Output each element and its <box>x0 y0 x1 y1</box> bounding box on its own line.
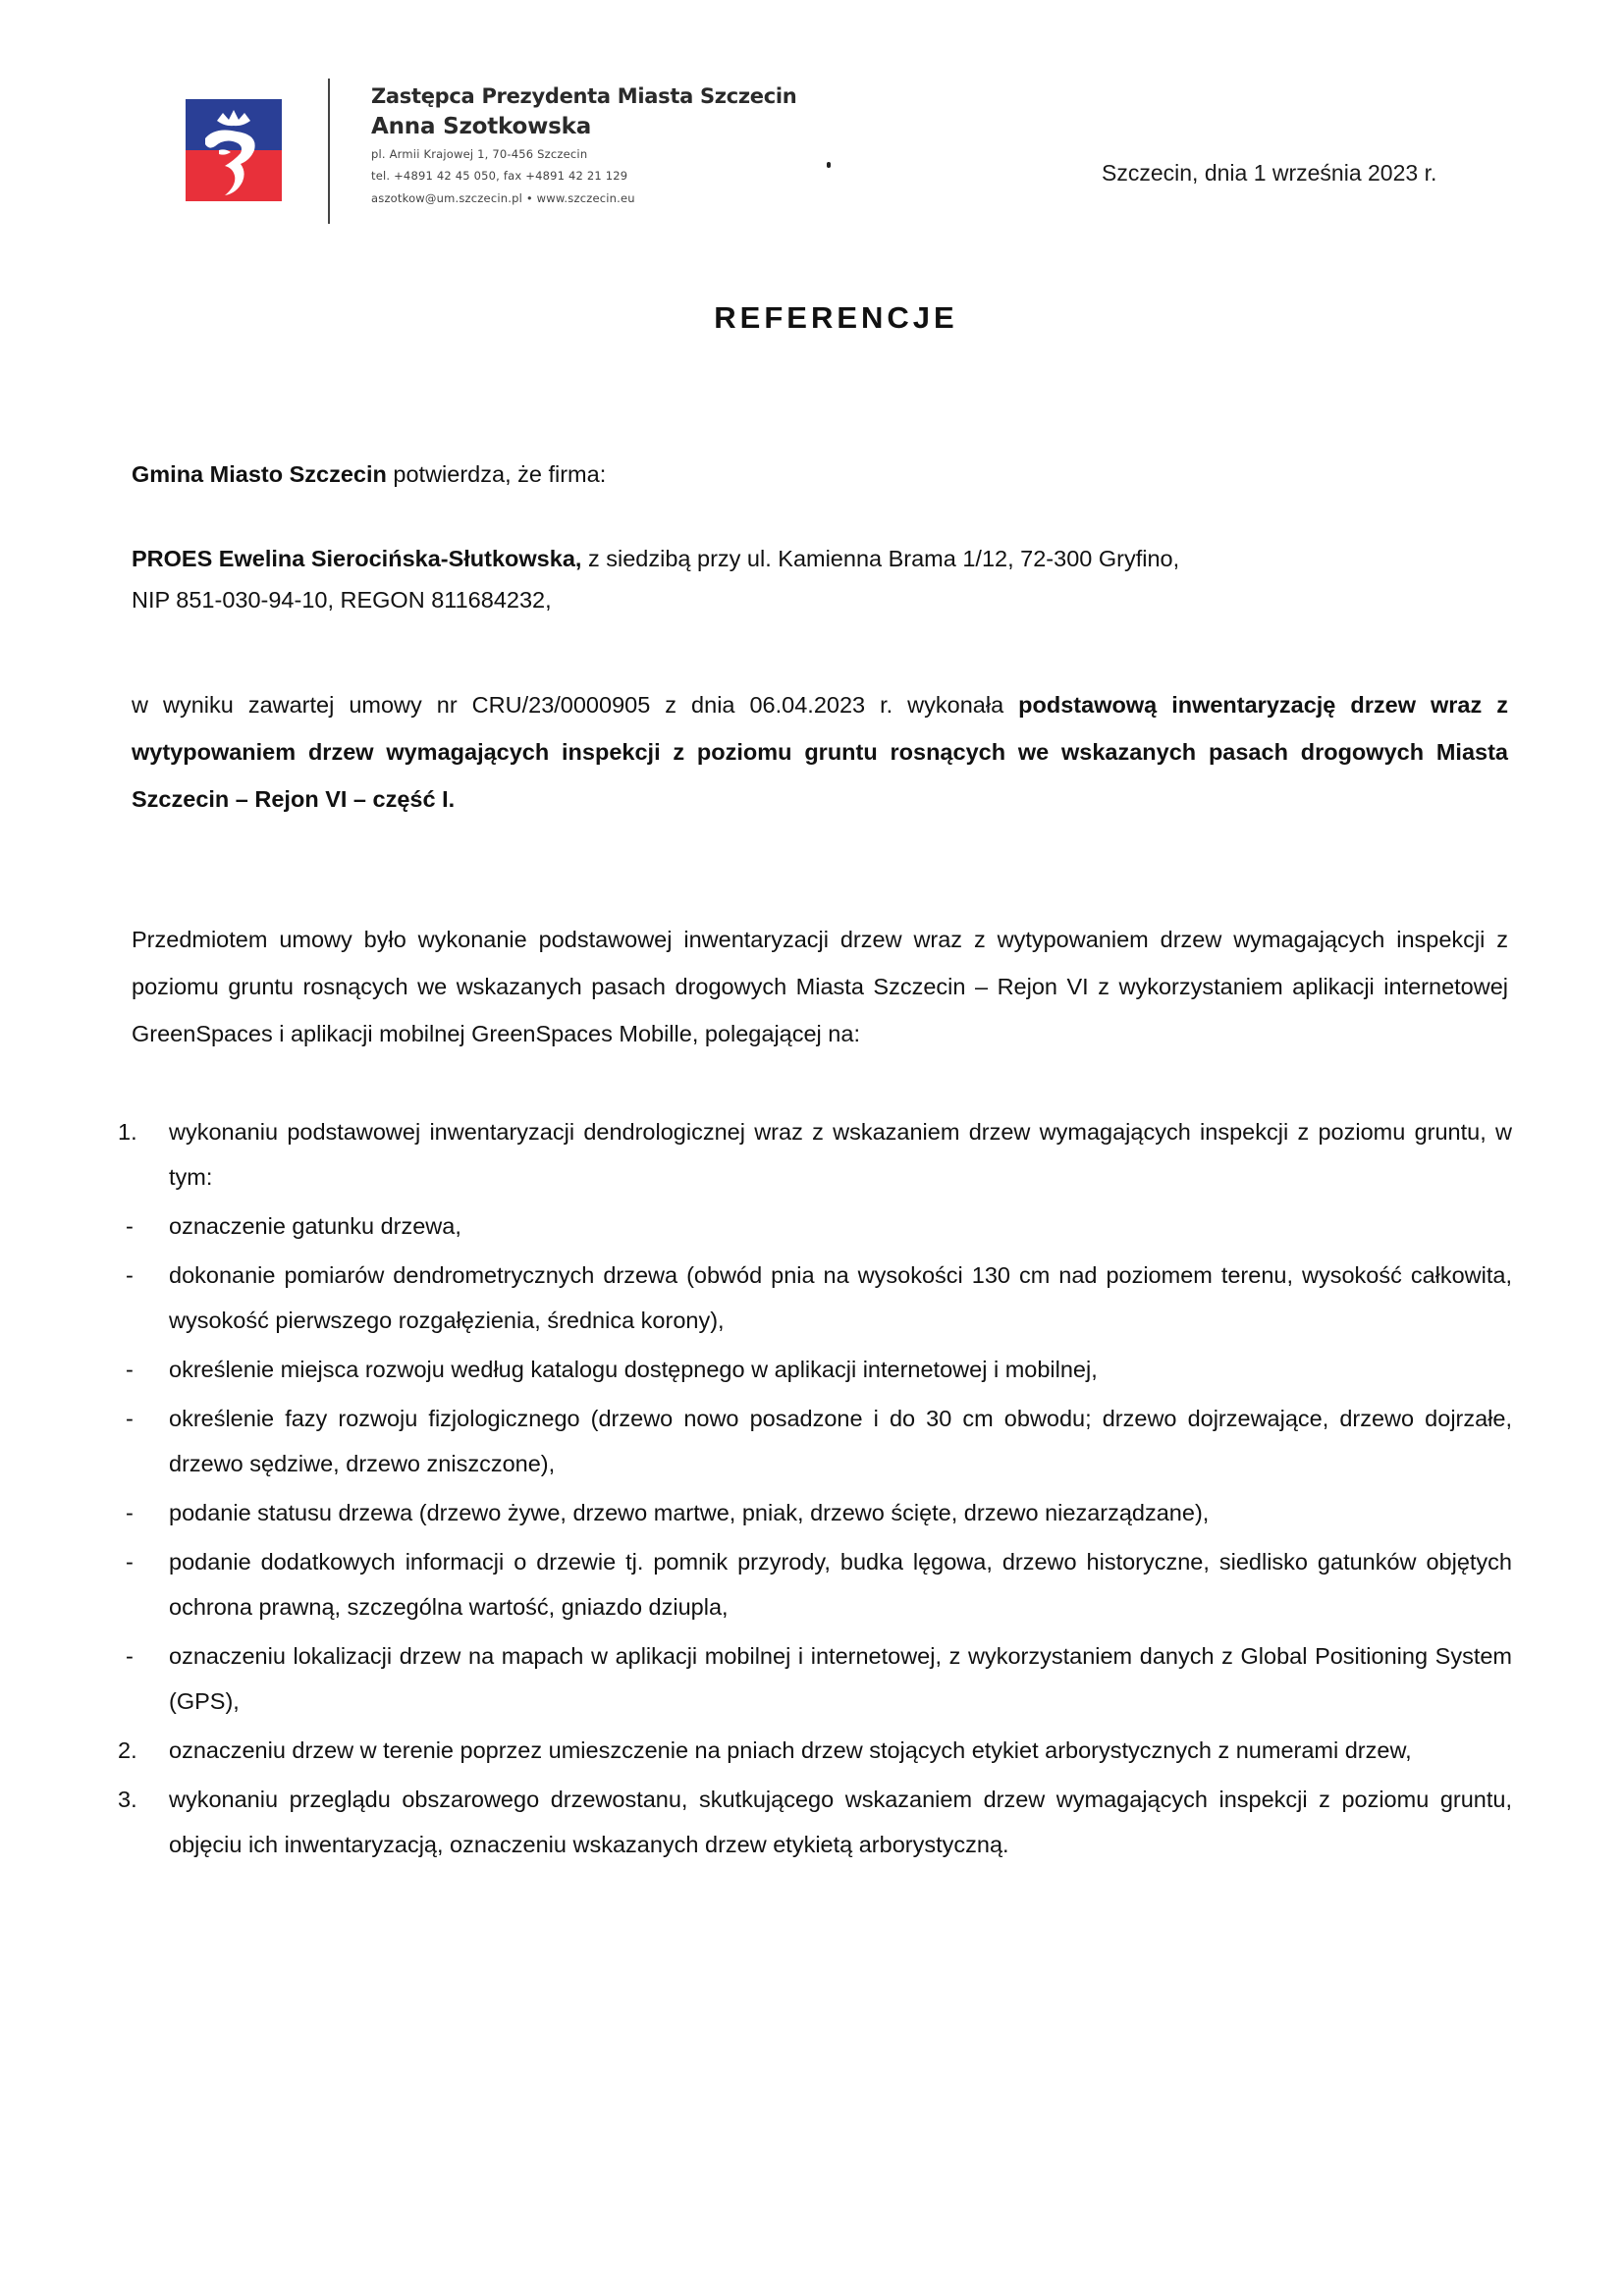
list-item-text: podanie statusu drzewa (drzewo żywe, drzewo martwe, pniak, drzewo ścięte, drzewo niezarządzane), <box>169 1500 1210 1525</box>
scope-list <box>118 1109 1512 1871</box>
letterhead-divider <box>328 79 330 224</box>
list-item <box>118 1633 1512 1724</box>
firm-name: PROES Ewelina Sierocińska-Słutkowska, <box>132 546 582 571</box>
list-marker: 2. <box>118 1737 137 1763</box>
letterhead-address: pl. Armii Krajowej 1, 70-456 Szczecin <box>371 147 588 161</box>
list-item <box>118 1396 1512 1486</box>
list-item <box>118 1539 1512 1629</box>
letterhead-email-web: aszotkow@um.szczecin.pl • www.szczecin.eu <box>371 191 635 205</box>
scan-speck <box>827 162 831 168</box>
list-marker: - <box>126 1549 134 1575</box>
list-marker: - <box>126 1406 134 1431</box>
intro-text: potwierdza, że firma: <box>386 461 607 487</box>
document-heading: REFERENCJE <box>714 300 958 335</box>
contract-scope: podstawową inwentaryzację drzew wraz z wytypowaniem drzew wymagających inspekcji z poziomu gruntu rosnących we wskazanych pasach drogowych Miasta Szczecin – Rejon VI – część I. <box>132 692 1508 812</box>
letterhead-person-name: Anna Szotkowska <box>371 114 592 139</box>
list-marker: - <box>126 1500 134 1525</box>
list-item-text: oznaczeniu lokalizacji drzew na mapach w aplikacji mobilnej i internetowej, z wykorzystaniem danych z Global Positioning System (GPS), <box>169 1643 1512 1714</box>
firm-paragraph <box>132 538 1508 620</box>
list-item <box>118 1109 1512 1200</box>
list-item-text: określenie fazy rozwoju fizjologicznego (drzewo nowo posadzone i do 30 cm obwodu; drzewo dojrzewające, drzewo dojrzałe, drzewo sędziwe, drzewo zniszczone), <box>169 1406 1512 1476</box>
list-item <box>118 1728 1512 1773</box>
contract-paragraph <box>132 681 1508 823</box>
list-marker: 1. <box>118 1119 137 1145</box>
issuer-name: Gmina Miasto Szczecin <box>132 461 387 487</box>
document-date: Szczecin, dnia 1 września 2023 r. <box>1102 160 1437 186</box>
list-item-text: oznaczeniu drzew w terenie poprzez umieszczenie na pniach drzew stojących etykiet arborystycznych z numerami drzew, <box>169 1737 1412 1763</box>
subject-paragraph: Przedmiotem umowy było wykonanie podstawowej inwentaryzacji drzew wraz z wytypowaniem drzew wymagających inspekcji z poziomu gruntu rosnących we wskazanych pasach drogowych Miasta Szczecin – Rejon VI z wykorzystaniem aplikacji internetowej GreenSpaces i aplikacji mobilnej GreenSpaces Mobille, polegającej na: <box>132 927 1508 1046</box>
list-item-text: określenie miejsca rozwoju według katalogu dostępnego w aplikacji internetowej i mobilnej, <box>169 1357 1098 1382</box>
list-item-text: dokonanie pomiarów dendrometrycznych drzewa (obwód pnia na wysokości 130 cm nad poziomem terenu, wysokość całkowita, wysokość pierwszego rozgałęzienia, średnica korony), <box>169 1262 1512 1333</box>
list-item <box>118 1253 1512 1343</box>
firm-address: z siedzibą przy ul. Kamienna Brama 1/12, 72-300 Gryfino, <box>581 546 1180 571</box>
list-item <box>118 1777 1512 1867</box>
list-marker: - <box>126 1357 134 1382</box>
list-marker: - <box>126 1643 134 1669</box>
firm-identifiers: NIP 851-030-94-10, REGON 811684232, <box>132 587 552 613</box>
letterhead-phone-fax: tel. +4891 42 45 050, fax +4891 42 21 129 <box>371 169 628 183</box>
list-marker: - <box>126 1262 134 1288</box>
list-item <box>118 1203 1512 1249</box>
list-item <box>118 1347 1512 1392</box>
list-item-text: podanie dodatkowych informacji o drzewie tj. pomnik przyrody, budka lęgowa, drzewo historyczne, siedlisko gatunków objętych ochrona prawną, szczególna wartość, gniazdo dziupla, <box>169 1549 1512 1620</box>
intro-paragraph <box>132 450 1508 499</box>
contract-text: w wyniku zawartej umowy nr CRU/23/0000905 z dnia 06.04.2023 r. wykonała <box>132 692 1019 718</box>
list-item-text: oznaczenie gatunku drzewa, <box>169 1213 461 1239</box>
city-logo <box>186 99 282 201</box>
griffin-icon <box>186 99 282 201</box>
list-item <box>118 1490 1512 1535</box>
letterhead-office-title: Zastępca Prezydenta Miasta Szczecin <box>371 84 797 108</box>
list-marker: 3. <box>118 1787 137 1812</box>
list-item-text: wykonaniu podstawowej inwentaryzacji dendrologicznej wraz z wskazaniem drzew wymagających inspekcji z poziomu gruntu, w tym: <box>169 1119 1512 1190</box>
list-item-text: wykonaniu przeglądu obszarowego drzewostanu, skutkującego wskazaniem drzew wymagających inspekcji z poziomu gruntu, objęciu ich inwentaryzacją, oznaczeniu wskazanych drzew etykietą arborystyczną. <box>169 1787 1512 1857</box>
list-marker: - <box>126 1213 134 1239</box>
